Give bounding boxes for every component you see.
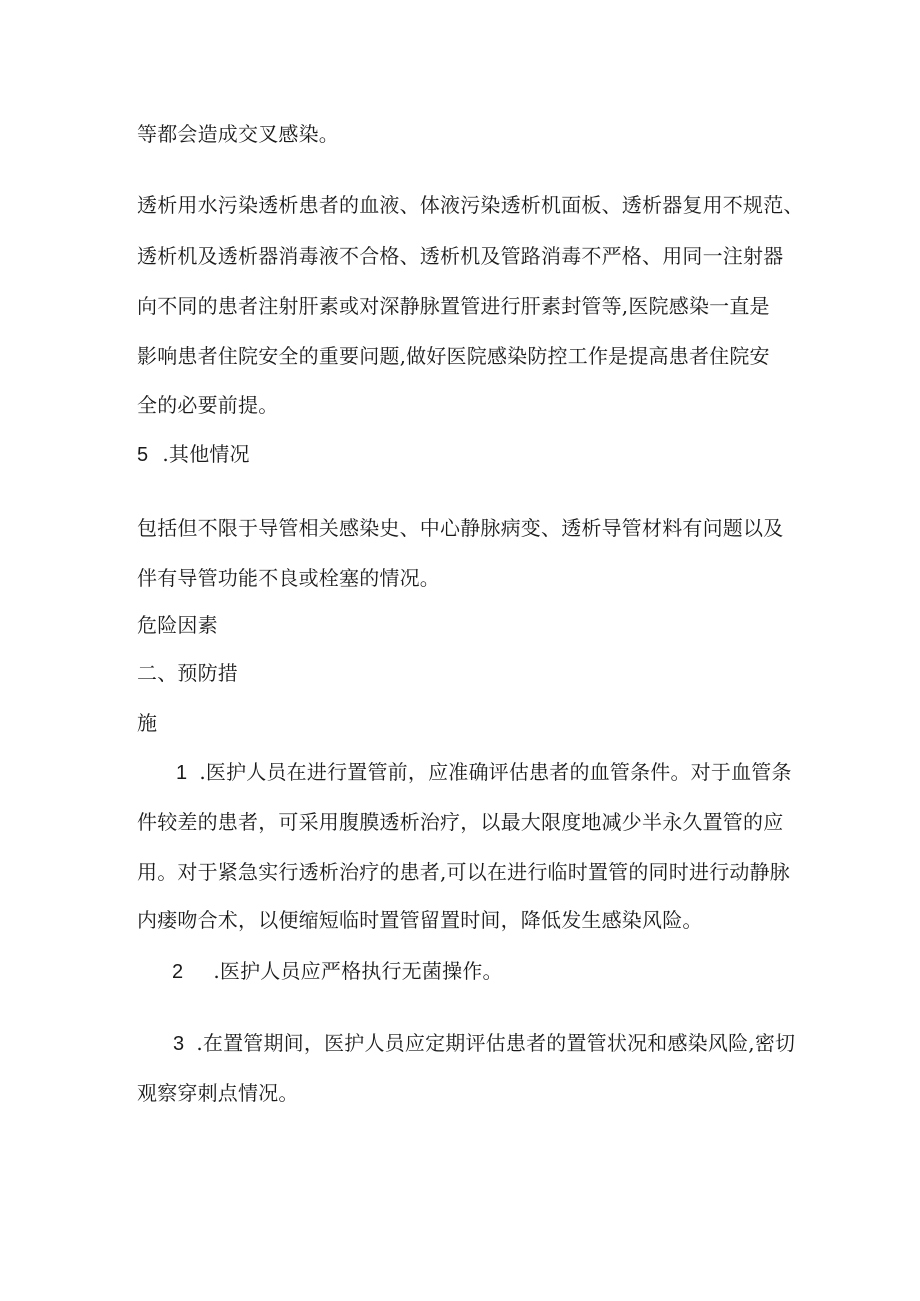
risk-factors-heading: 危险因素 (137, 613, 218, 637)
list-item-1-line: 用。对于紧急实行透析治疗的患者,可以在进行临时置管的同时进行动静脉 (137, 860, 790, 884)
section-title: .其他情况 (162, 442, 250, 466)
intro-paragraph: 等都会造成交叉感染。 (137, 122, 339, 146)
list-item-3-first-line: 3 .在置管期间，医护人员应定期评估患者的置管状况和感染风险,密切 (173, 1031, 796, 1055)
contamination-paragraph-line: 透析用水污染透析患者的血液、体液污染透析机面板、透析器复用不规范、 (137, 193, 804, 217)
list-item-1-first-line: 1 .医护人员在进行置管前，应准确评估患者的血管条件。对于血管条 (176, 760, 792, 784)
list-item-number: 3 (173, 1033, 185, 1055)
section-number: 5 (137, 444, 149, 466)
contamination-paragraph-line: 影响患者住院安全的重要问题,做好医院感染防控工作是提高患者住院安 (137, 344, 770, 368)
contamination-paragraph-line: 透析机及透析器消毒液不合格、透析机及管路消毒不严格、用同一注射器 (137, 244, 784, 268)
contamination-paragraph-line: 向不同的患者注射肝素或对深静脉置管进行肝素封管等,医院感染一直是 (137, 294, 770, 318)
list-item-3-line: 观察穿刺点情况。 (137, 1081, 299, 1105)
list-item-1-line: 件较差的患者，可采用腹膜透析治疗，以最大限度地减少半永久置管的应 (137, 810, 784, 834)
other-paragraph-line: 包括但不限于导管相关感染史、中心静脉病变、透析导管材料有问题以及 (137, 516, 784, 540)
other-paragraph-line: 伴有导管功能不良或栓塞的情况。 (137, 566, 440, 590)
prevention-heading: 二、预防措 (137, 661, 238, 685)
prevention-heading-continued: 施 (137, 711, 158, 735)
list-item-2: 2 .医护人员应严格执行无菌操作。 (172, 959, 503, 983)
list-item-1-line: 内瘘吻合术，以便缩短临时置管留置时间，降低发生感染风险。 (137, 908, 703, 932)
list-item-number: 2 (172, 961, 184, 983)
list-item-number: 1 (176, 762, 188, 784)
section-heading-other (137, 441, 250, 468)
contamination-paragraph-line: 全的必要前提。 (137, 393, 279, 417)
